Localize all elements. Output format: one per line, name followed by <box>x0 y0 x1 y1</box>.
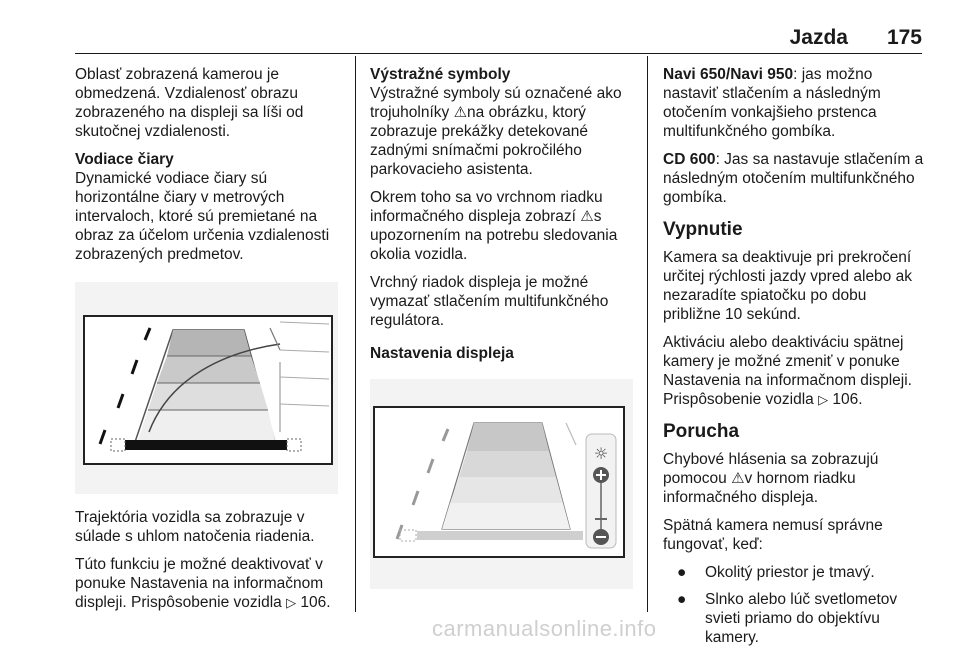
heading-fault: Porucha <box>663 421 740 442</box>
paragraph: Okrem toho sa vo vrchnom riadku informačného displeja zobrazí ⚠s upozornením na potrebu sledovania okolia vozidla. <box>370 189 618 263</box>
figure-guide-lines <box>75 282 338 494</box>
paragraph: Chybové hlásenia sa zobrazujú pomocou ⚠v hornom riadku informačného displeja. <box>663 451 879 506</box>
reference-arrow-icon: ▷ <box>818 392 829 407</box>
bullet-icon: ● <box>677 591 687 608</box>
column-3 <box>663 65 928 655</box>
paragraph: Dynamické vodiace čiary sú horizontálne čiary v metrových intervaloch, ktoré sú premietané na obraz za účelom určenia vzdialenosti zobrazených predmetov. <box>75 170 330 263</box>
paragraph: Kamera sa deaktivuje pri prekročení určitej rýchlosti jazdy vpred alebo ak nezaradíte spiatočku po dobu približne 10 sekúnd. <box>663 249 912 323</box>
conditions-list <box>663 563 928 647</box>
heading-display-settings: Nastavenia displeja <box>370 345 514 362</box>
section-title: Jazda <box>789 26 848 49</box>
page-reference: 106. <box>300 594 331 611</box>
bullet-icon: ● <box>677 564 687 581</box>
figure-display-settings <box>370 379 633 589</box>
column-divider-2 <box>647 56 648 612</box>
warning-triangle-icon: ⚠ <box>580 208 594 225</box>
column-divider-1 <box>355 56 356 612</box>
column-2 <box>370 65 638 589</box>
warning-triangle-icon: ⚠ <box>731 470 745 487</box>
column-1 <box>75 65 347 621</box>
paragraph: Spätná kamera nemusí správne fungovať, keď: <box>663 517 883 553</box>
paragraph: Oblasť zobrazená kamerou je obmedzená. Vzdialenosť obrazu zobrazeného na displeji sa líši od skutočnej vzdialenosti. <box>75 66 304 140</box>
guide-lines-illustration <box>75 282 338 494</box>
paragraph: Túto funkciu je možné deaktivovať v ponuke Nastavenia na informačnom displeji. Prispôsobenie vozidla ▷ 106. <box>75 556 331 611</box>
paragraph: Aktiváciu alebo deaktiváciu spätnej kamery je možné zmeniť v ponuke Nastavenia na informačnom displeji. Prispôsobenie vozidla ▷ 106. <box>663 334 912 408</box>
page-header <box>0 0 960 56</box>
heading-warning-symbols: Výstražné symboly <box>370 66 511 83</box>
page-number: 175 <box>886 26 922 49</box>
brightness-icon: ☼ <box>593 444 609 463</box>
paragraph: Trajektória vozidla sa zobrazuje v súlade s uhlom natočenia riadenia. <box>75 509 315 545</box>
paragraph: Vrchný riadok displeja je možné vymazať stlačením multifunkčného regulátora. <box>370 274 609 329</box>
paragraph: Navi 650/Navi 950: jas možno nastaviť stlačením a následným otočením vonkajšieho prstenca multifunkčného gombíka. <box>663 66 881 140</box>
list-item: ● Okolitý priestor je tmavý. <box>677 564 875 581</box>
paragraph: Výstražné symboly sú označené ako trojuholníky ⚠na obrázku, ktorý zobrazuje prekážky detekované zadnými snímačmi pokročilého parkovacieho asistenta. <box>370 85 622 178</box>
paragraph: CD 600: Jas sa nastavuje stlačením a následným otočením multifunkčného gombíka. <box>663 151 924 206</box>
watermark: carmanualsonline.info <box>432 616 657 641</box>
page-reference: 106. <box>832 391 863 408</box>
heading-switch-off: Vypnutie <box>663 219 743 240</box>
warning-triangle-icon: ⚠ <box>453 104 468 121</box>
reference-arrow-icon: ▷ <box>286 595 297 610</box>
list-item: ● Slnko alebo lúč svetlometov svieti priamo do objektívu kamery. <box>677 591 898 646</box>
display-settings-illustration <box>370 379 633 589</box>
header-rule <box>75 53 922 54</box>
heading-guide-lines: Vodiace čiary <box>75 151 174 168</box>
